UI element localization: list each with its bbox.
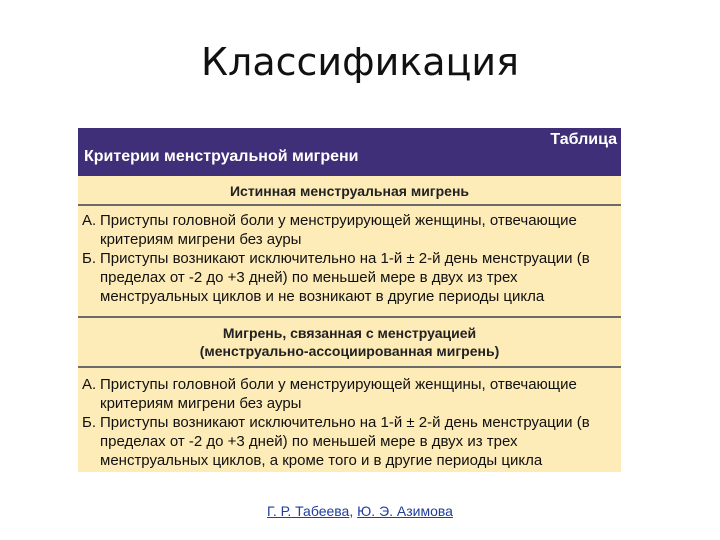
- table-caption: Критерии менструальной мигрени: [84, 148, 359, 165]
- criterion-key: А.: [82, 376, 97, 393]
- criterion-item: [82, 375, 617, 413]
- criterion-item: [82, 211, 617, 249]
- section-heading-line: Мигрень, связанная с менструацией: [222, 325, 477, 341]
- criterion-item: [82, 413, 617, 470]
- section-heading-menstrual-associated: [78, 324, 621, 360]
- criterion-text: Приступы головной боли у менструирующей женщины, отвечающие критериям мигрени без ауры: [100, 212, 577, 248]
- criterion-text: Приступы возникают исключительно на 1-й ± 2-й день менструации (в пределах от -2 до +3 дней) по меньшей мере в двух из трех менструальных циклов и не возникают в другие периоды цикла: [100, 250, 590, 305]
- author-link[interactable]: Г. Р. Табеева: [267, 503, 350, 519]
- criteria-list: [82, 375, 617, 470]
- authors-line: [0, 503, 720, 519]
- author-link[interactable]: Ю. Э. Азимова: [357, 503, 453, 519]
- slide-title: Классификация: [201, 40, 519, 84]
- section-heading-line: (менструально-ассоциированная мигрень): [199, 343, 500, 359]
- criterion-key: Б.: [82, 250, 97, 267]
- divider: [78, 204, 621, 206]
- divider: [78, 366, 621, 368]
- table-tag: Таблица: [550, 131, 617, 148]
- section-heading-line: Истинная менструальная мигрень: [229, 183, 470, 199]
- criteria-list: [82, 211, 617, 306]
- criterion-key: Б.: [82, 414, 97, 431]
- table-header: [78, 128, 621, 176]
- criteria-table: [78, 128, 621, 472]
- divider: [78, 316, 621, 318]
- criterion-key: А.: [82, 212, 97, 229]
- section-heading-true-menstrual: [78, 182, 621, 200]
- criterion-text: Приступы головной боли у менструирующей женщины, отвечающие критериям мигрени без ауры: [100, 376, 577, 412]
- author-separator: ,: [349, 503, 358, 519]
- criterion-item: [82, 249, 617, 306]
- criterion-text: Приступы возникают исключительно на 1-й ± 2-й день менструации (в пределах от -2 до +3 дней) по меньшей мере в двух из трех менструальных циклов, а кроме того и в другие периоды цикла: [100, 414, 590, 469]
